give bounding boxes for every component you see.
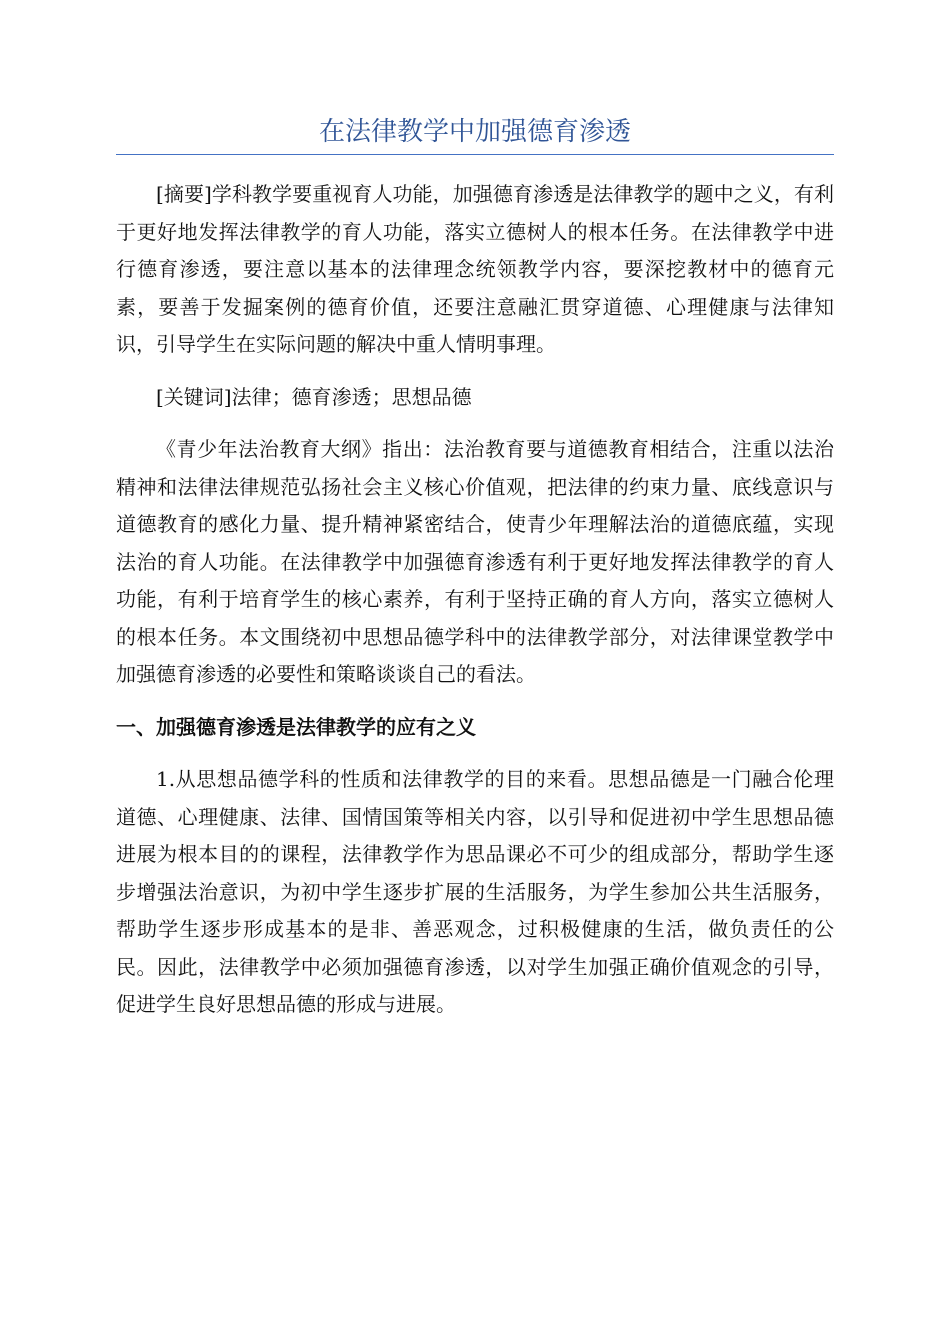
- keywords-paragraph: [关键词]法律；德育渗透；思想品德: [156, 384, 472, 409]
- abstract-paragraph: [摘要]学科教学要重视育人功能，加强德育渗透是法律教学的题中之义，有利于更好地发挥法律教学的育人功能，落实立德树人的根本任务。在法律教学中进行德育渗透，要注意以基本的法律理念统领教学内容，要深挖教材中的德育元素，要善于发掘案例的德育价值，还要注意融汇贯穿道德、心理健康与法律知识，引导学生在实际问题的解决中重人情明事理。: [116, 182, 834, 356]
- document-body: [116, 176, 834, 1024]
- intro-paragraph: 《青少年法治教育大纲》指出：法治教育要与道德教育相结合，注重以法治精神和法律法律规范弘扬社会主义核心价值观，把法律的约束力量、底线意识与道德教育的感化力量、提升精神紧密结合，使青少年理解法治的道德底蕴，实现法治的育人功能。在法律教学中加强德育渗透有利于更好地发挥法律教学的育人功能，有利于培育学生的核心素养，有利于坚持正确的育人方向，落实立德树人的根本任务。本文围绕初中思想品德学科中的法律教学部分，对法律课堂教学中加强德育渗透的必要性和策略谈谈自己的看法。: [116, 437, 834, 686]
- document-title: 在法律教学中加强德育渗透: [318, 117, 631, 147]
- section-heading: 一、加强德育渗透是法律教学的应有之义: [116, 714, 476, 739]
- title-underline: [116, 154, 834, 155]
- section-paragraph: 1.从思想品德学科的性质和法律教学的目的来看。思想品德是一门融合伦理道德、心理健康、法律、国情国策等相关内容，以引导和促进初中学生思想品德进展为根本目的的课程，法律教学作为思品课必不可少的组成部分，帮助学生逐步增强法治意识，为初中学生逐步扩展的生活服务，为学生参加公共生活服务，帮助学生逐步形成基本的是非、善恶观念，过积极健康的生活，做负责任的公民。因此，法律教学中必须加强德育渗透，以对学生加强正确价值观念的引导，促进学生良好思想品德的形成与进展。: [116, 767, 834, 1016]
